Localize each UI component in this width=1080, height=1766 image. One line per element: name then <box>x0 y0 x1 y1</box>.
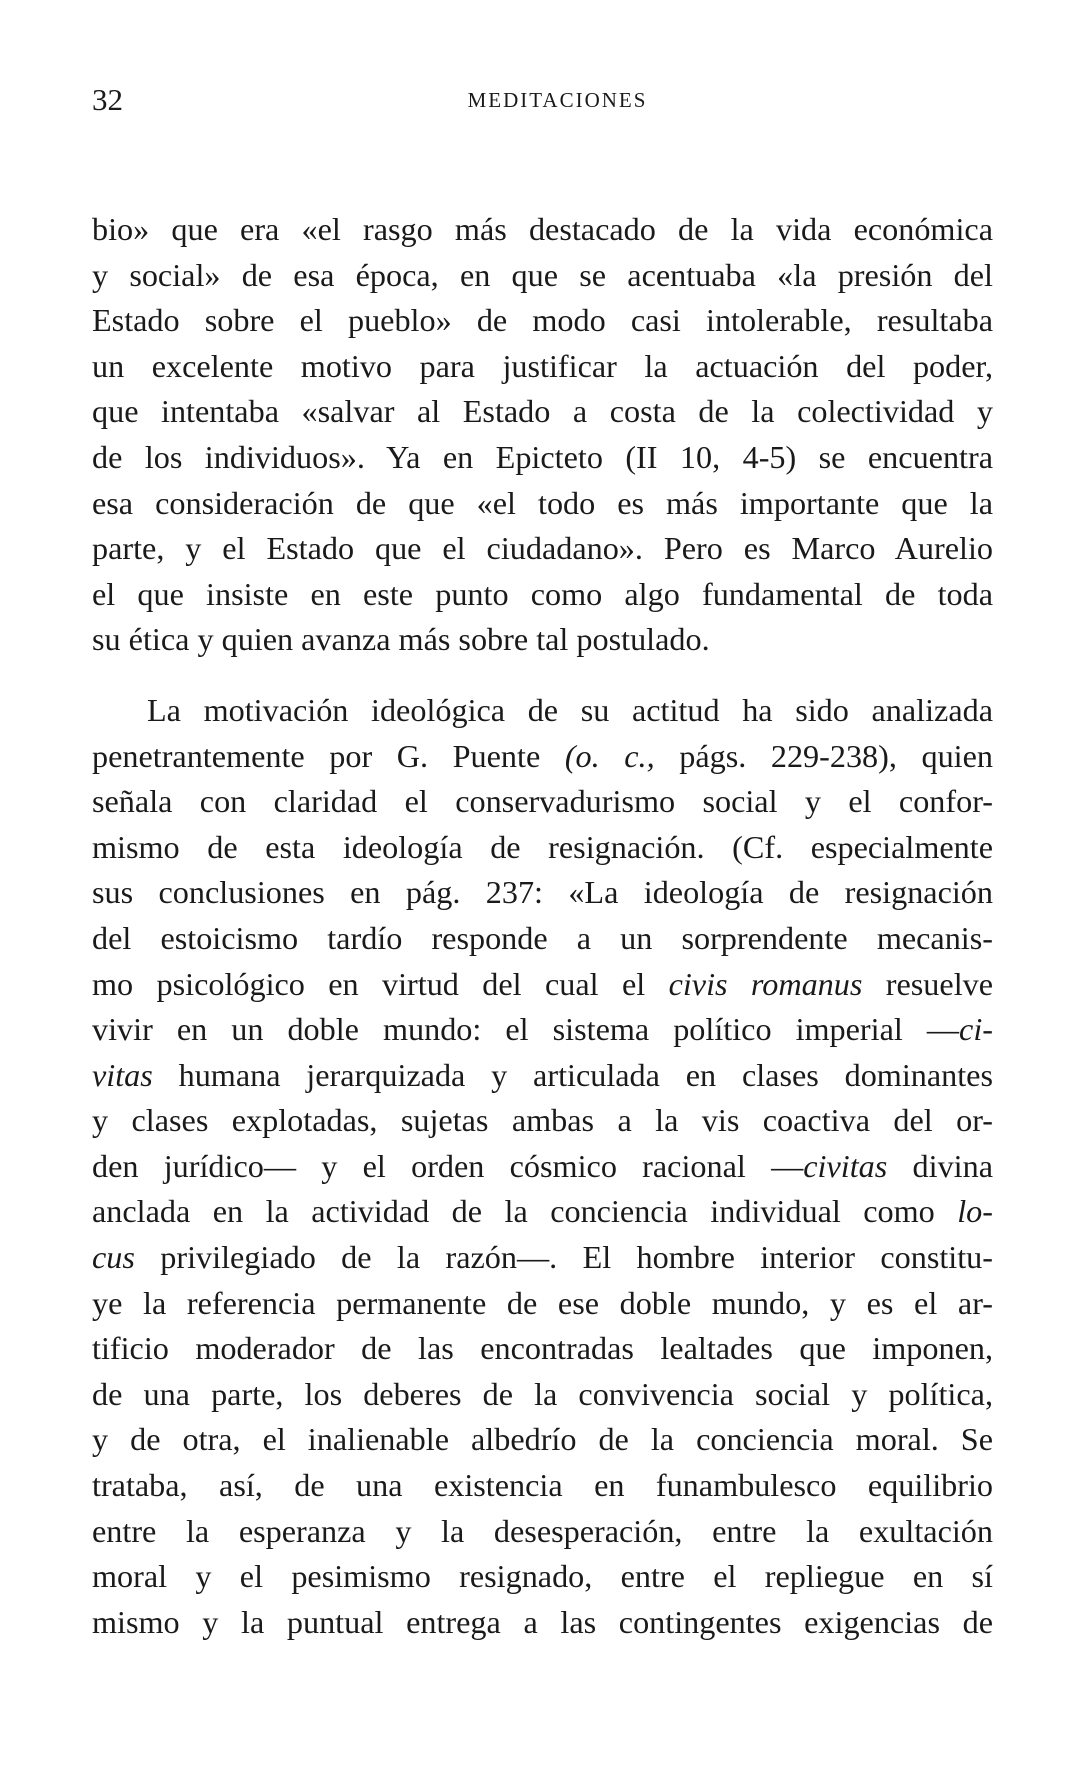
text-line: un excelente motivo para justificar la actuación del poder, <box>92 347 993 384</box>
running-title: MEDITACIONES <box>467 88 648 112</box>
text-line: esa consideración de que «el todo es más importante que la <box>92 484 993 521</box>
page-number: 32 <box>92 82 123 117</box>
text-line: mo psicológico en virtud del cual el civis romanus resuelve <box>92 965 993 1002</box>
text-line: parte, y el Estado que el ciudadano». Pero es Marco Aurelio <box>92 530 993 567</box>
text-line: trataba, así, de una existencia en funambulesco equilibrio <box>92 1467 993 1504</box>
text-line: entre la esperanza y la desesperación, entre la exultación <box>92 1512 993 1549</box>
text-line: mismo y la puntual entrega a las contingentes exigencias de <box>92 1603 993 1640</box>
text-line: bio» que era «el rasgo más destacado de la vida económica <box>92 211 993 247</box>
text-line: Estado sobre el pueblo» de modo casi intolerable, resultaba <box>92 302 993 339</box>
text-line: penetrantemente por G. Puente (o. c., págs. 229-238), quien <box>92 737 993 774</box>
text-line: vivir en un doble mundo: el sistema político imperial —ci- <box>92 1011 993 1048</box>
text-line: tificio moderador de las encontradas lealtades que imponen, <box>92 1330 993 1367</box>
paragraph <box>92 207 993 663</box>
text-line: cus privilegiado de la razón—. El hombre interior constitu- <box>92 1239 993 1276</box>
paragraph-gap <box>92 663 993 688</box>
text-line: La motivación ideológica de su actitud ha sido analizada <box>147 691 993 728</box>
text-line: del estoicismo tardío responde a un sorprendente mecanis- <box>92 919 993 956</box>
body-text <box>92 207 993 1645</box>
text-line: de una parte, los deberes de la convivencia social y política, <box>92 1375 993 1412</box>
text-line: den jurídico— y el orden cósmico racional —civitas divina <box>92 1147 993 1184</box>
text-line: de los individuos». Ya en Epicteto (II 10, 4-5) se encuentra <box>92 438 993 475</box>
text-line: ye la referencia permanente de ese doble mundo, y es el ar- <box>92 1284 993 1321</box>
text-line: que intentaba «salvar al Estado a costa de la colectividad y <box>92 393 993 430</box>
text-line: y de otra, el inalienable albedrío de la conciencia moral. Se <box>92 1421 993 1458</box>
page-header <box>92 80 993 120</box>
text-line: y clases explotadas, sujetas ambas a la vis coactiva del or- <box>92 1102 993 1139</box>
text-line: y social» de esa época, en que se acentuaba «la presión del <box>92 256 993 293</box>
text-line: su ética y quien avanza más sobre tal postulado. <box>92 621 710 658</box>
paragraph <box>92 688 993 1645</box>
text-line: vitas humana jerarquizada y articulada en clases dominantes <box>92 1056 993 1093</box>
text-line: anclada en la actividad de la conciencia individual como lo- <box>92 1193 993 1230</box>
text-line: sus conclusiones en pág. 237: «La ideología de resignación <box>92 874 993 911</box>
text-line: moral y el pesimismo resignado, entre el repliegue en sí <box>92 1558 993 1595</box>
text-line: el que insiste en este punto como algo fundamental de toda <box>92 575 993 612</box>
text-line: señala con claridad el conservadurismo social y el confor- <box>92 783 993 820</box>
text-line: mismo de esta ideología de resignación. (Cf. especialmente <box>92 828 993 865</box>
